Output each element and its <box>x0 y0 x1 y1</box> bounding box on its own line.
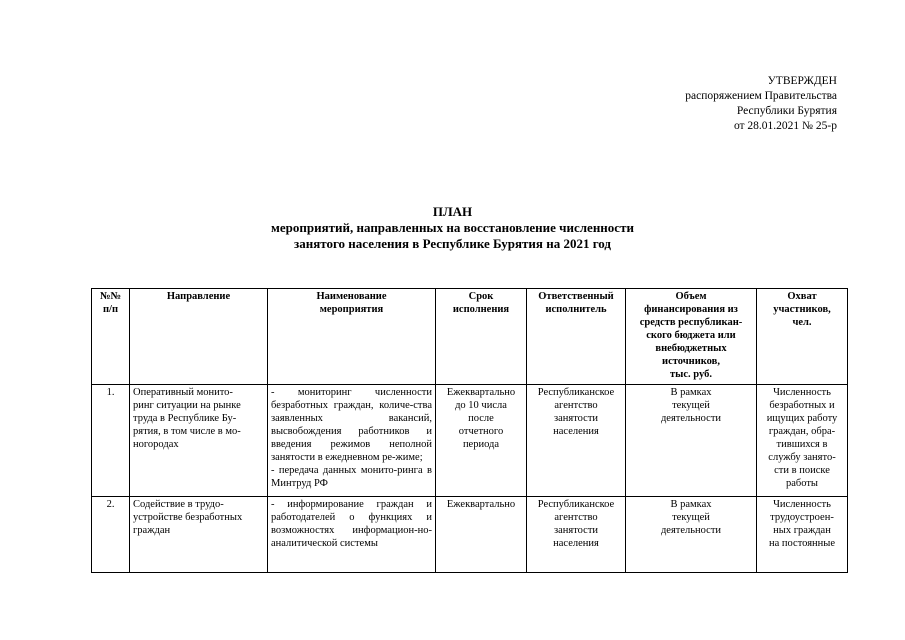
title-plan: ПЛАН <box>432 204 473 219</box>
header-coverage: Охват участников, чел. <box>757 289 848 385</box>
cell-executor: Республиканское агентство занятости населения <box>527 385 626 497</box>
table-header-row <box>92 289 848 385</box>
approval-block <box>685 74 837 134</box>
cell-coverage: Численность трудоустроен- ных граждан на постоянные <box>757 497 848 573</box>
cell-number: 2. <box>92 497 130 573</box>
cell-direction: Оперативный монито- ринг ситуации на рынке труда в Республике Бу- рятия, в том числе в мо- ногородах <box>130 385 268 497</box>
approval-authority: распоряжением Правительства <box>685 90 837 102</box>
cell-activity: - информирование граждан и работодателей о функциях и возможностях информацион-но-аналитической системы <box>268 497 436 573</box>
title-subject-line1: мероприятий, направленных на восстановление численности <box>271 220 634 235</box>
cell-funding: В рамках текущей деятельности <box>626 497 757 573</box>
title-subject-line2: занятого населения в Республике Бурятия на 2021 год <box>294 236 611 251</box>
header-funding: Объем финансирования из средств республикан- ского бюджета или внебюджетных источников, тыс. руб. <box>626 289 757 385</box>
plan-table <box>91 288 848 573</box>
header-direction: Направление <box>130 289 268 385</box>
header-executor: Ответственный исполнитель <box>527 289 626 385</box>
header-term: Срок исполнения <box>436 289 527 385</box>
document-title <box>0 204 905 252</box>
approval-date-number: от 28.01.2021 № 25-р <box>733 120 837 132</box>
cell-term: Ежеквартально <box>436 497 527 573</box>
table-row <box>92 385 848 497</box>
header-activity: Наименование мероприятия <box>268 289 436 385</box>
cell-number: 1. <box>92 385 130 497</box>
approval-region: Республики Бурятия <box>736 105 837 117</box>
table-row <box>92 497 848 573</box>
cell-coverage: Численность безработных и ищущих работу граждан, обра- тившихся в службу занято- сти в поиске работы <box>757 385 848 497</box>
approval-status: УТВЕРЖДЕН <box>767 75 837 87</box>
cell-direction: Содействие в трудо- устройстве безработных граждан <box>130 497 268 573</box>
cell-funding: В рамках текущей деятельности <box>626 385 757 497</box>
header-number: №№ п/п <box>92 289 130 385</box>
cell-executor: Республиканское агентство занятости населения <box>527 497 626 573</box>
cell-activity: - мониторинг численности безработных граждан, количе-ства заявленных вакансий, высвобождения работников и введения режимов неполной занятости в ежедневном ре-жиме; - передача данных монито-ринга в Минтруд РФ <box>268 385 436 497</box>
cell-term: Ежеквартально до 10 числа после отчетного периода <box>436 385 527 497</box>
